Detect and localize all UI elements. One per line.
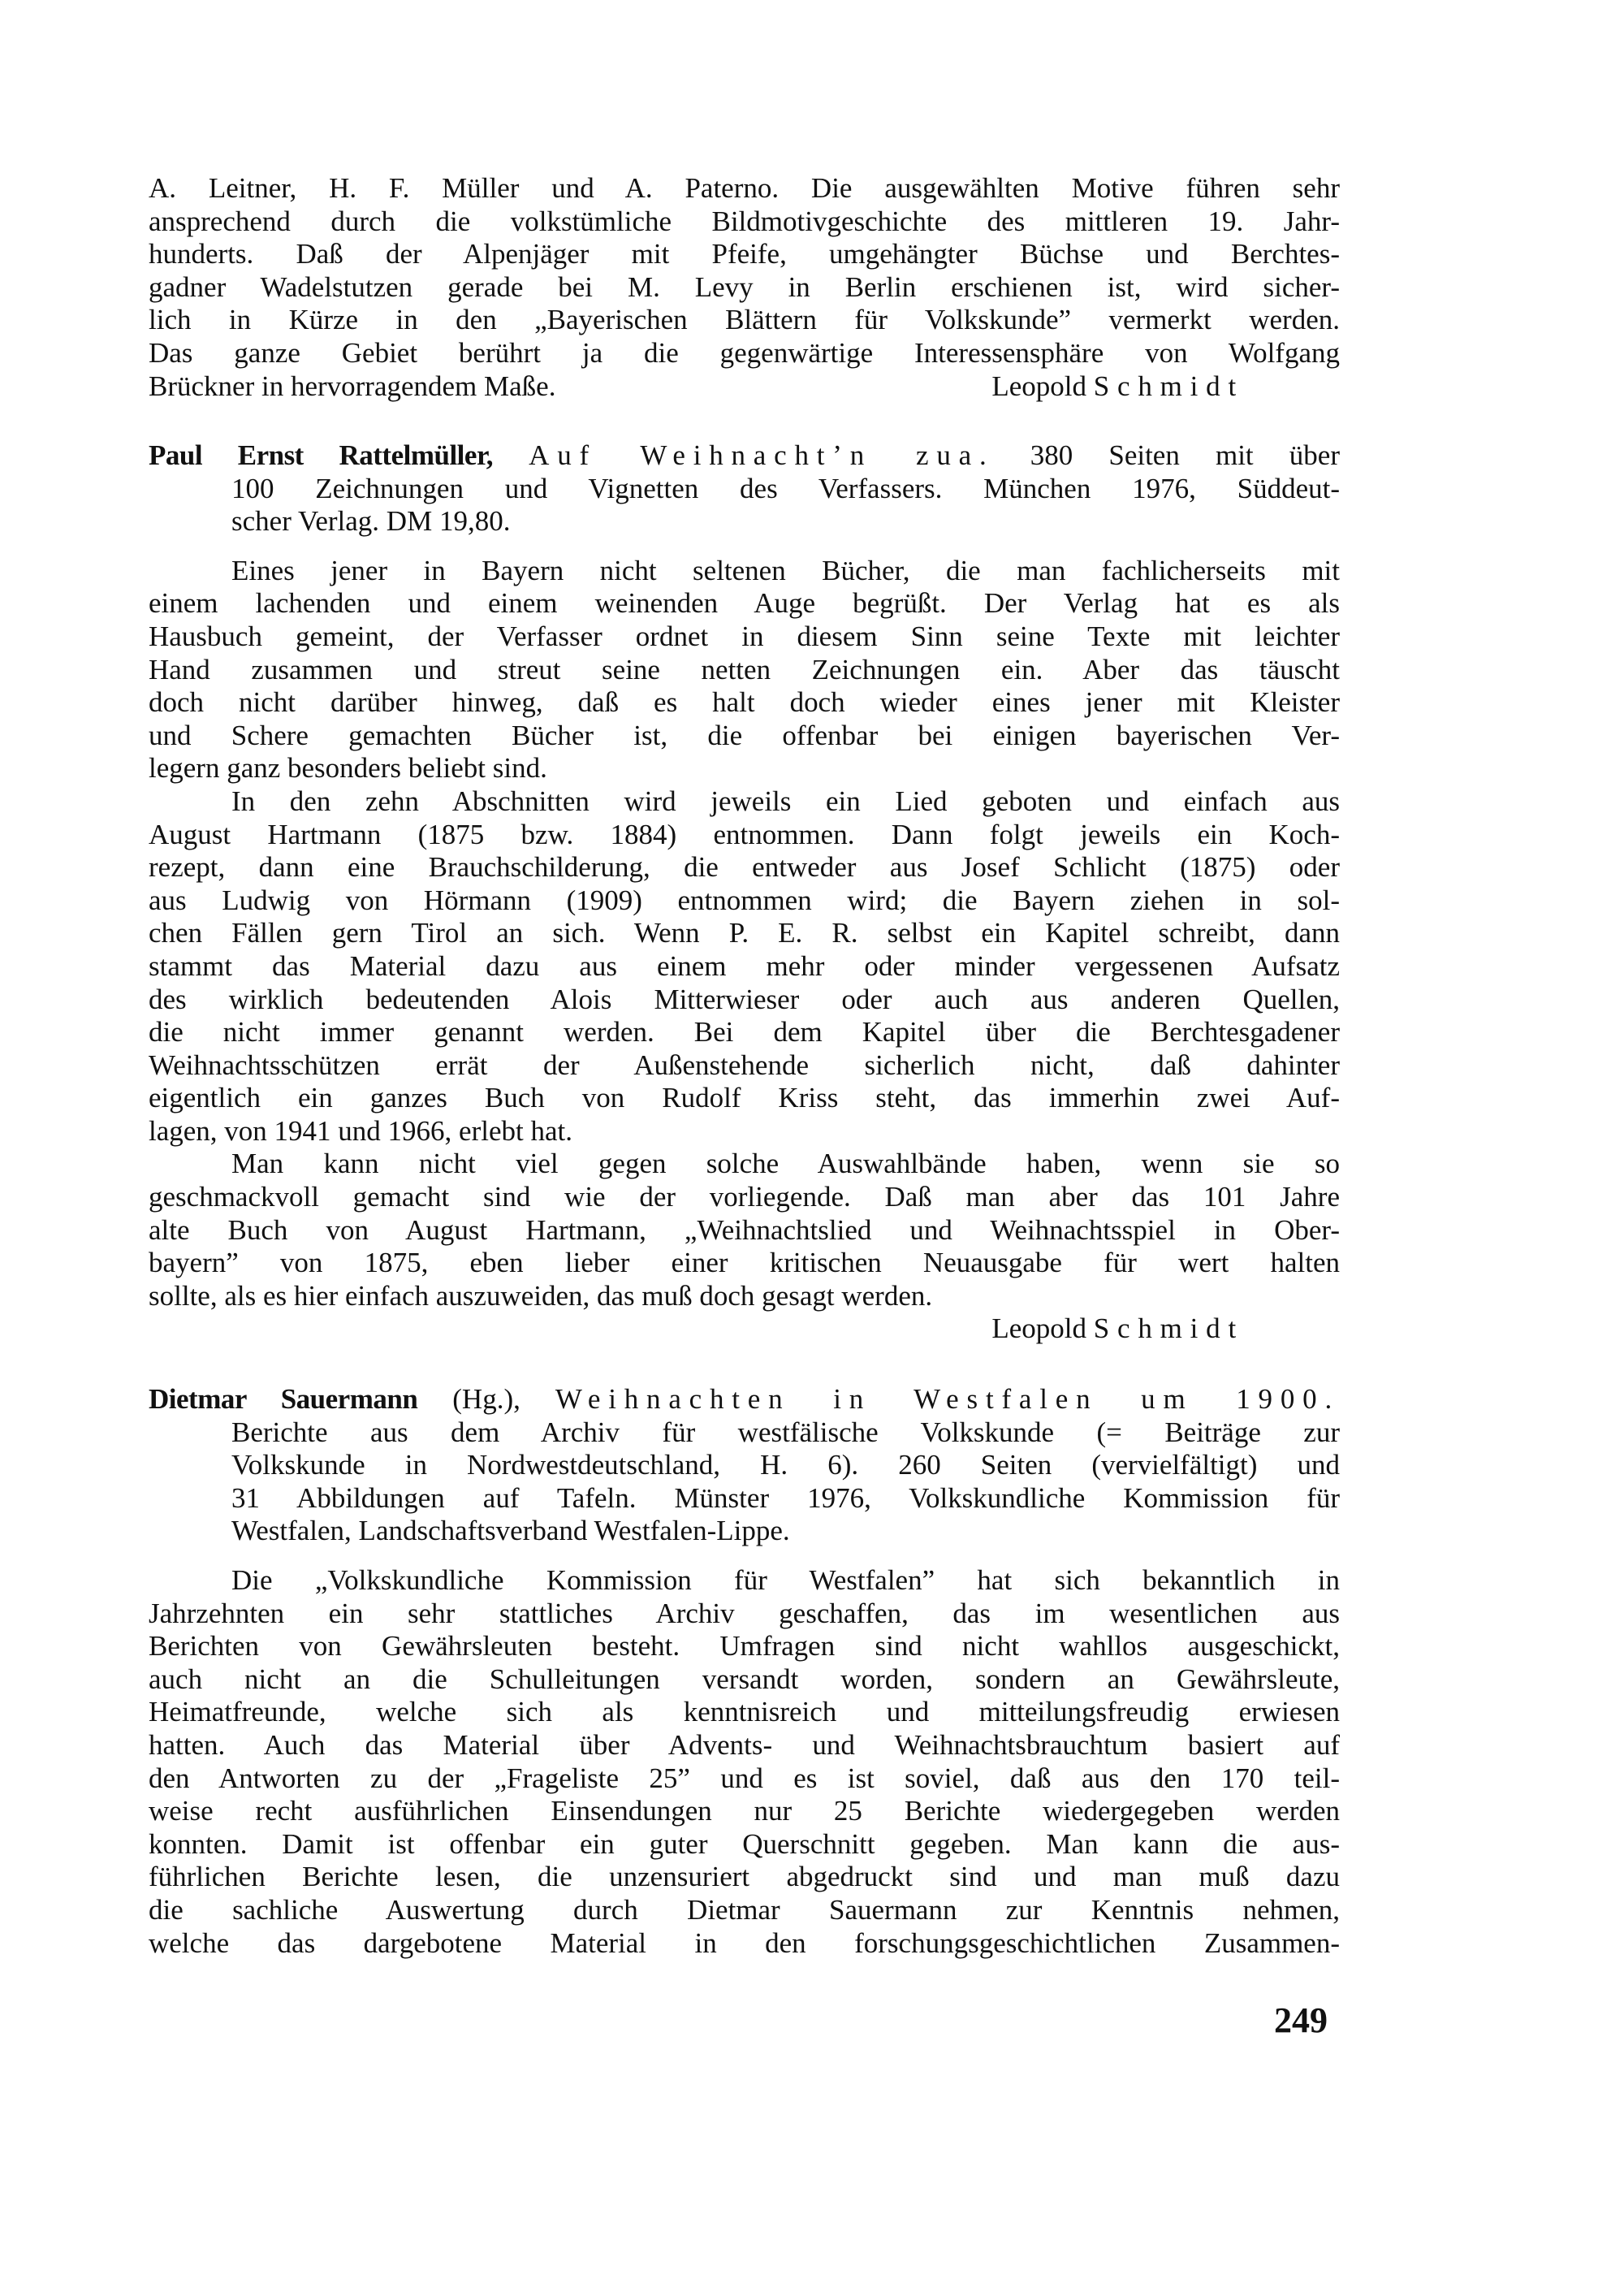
text-line: sollte, als es hier einfach auszuweiden, das muß doch gesagt werden. [149,1279,933,1312]
paragraph [149,785,1340,1148]
text-line: stammt das Material dazu aus einem mehr oder minder vergessenen Aufsatz [149,949,1340,982]
text-line: auch nicht an die Schulleitungen versandt worden, sondern an Gewährsleute, [149,1663,1340,1695]
text-line: Volkskunde in Nordwestdeutschland, H. 6). 260 Seiten (vervielfältigt) und [231,1449,1340,1481]
review-3-author: Dietmar Sauermann [149,1383,418,1415]
review-3 [149,1383,1340,1960]
text-line: lagen, von 1941 und 1966, erlebt hat. [149,1114,572,1147]
text-line: In den zehn Abschnitten wird jeweils ein Lied geboten und einfach aus [231,785,1340,817]
text-line: Berichten von Gewährsleuten besteht. Umfragen sind nicht wahllos ausgeschickt, [149,1630,1340,1663]
text-line: die nicht immer genannt werden. Bei dem Kapitel über die Berchtesgadener [149,1016,1340,1049]
signature-last-name: Schmidt [1093,370,1244,402]
paragraph [149,1148,1340,1312]
review-3-body [149,1564,1340,1960]
review-2-signature [991,1312,1244,1346]
review-2-title: Auf Weihnacht’n zua. [529,439,995,471]
text-line: August Hartmann (1875 bzw. 1884) entnommen. Dann folgt jeweils ein Koch- [149,818,1340,850]
text-line: A. Leitner, H. F. Müller und A. Paterno. Die ausgewählten Motive führen sehr [149,172,1340,204]
review-2-body [149,555,1340,1313]
text-line: Hausbuch gemeint, der Verfasser ordnet in diesem Sinn seine Texte mit leichter [149,620,1340,652]
review-2-author: Paul Ernst Rattelmüller, [149,439,494,471]
text-line: Brückner in hervorragendem Maße. [149,370,556,402]
text-line: die sachliche Auswertung durch Dietmar Sauermann zur Kenntnis nehmen, [149,1893,1340,1926]
review-2-biblio-start: 380 Seiten mit über [1030,439,1341,471]
paragraph [149,555,1340,785]
text-line: lich in Kürze in den „Bayerischen Blättern für Volkskunde” vermerkt werden. [149,304,1340,336]
text-line: führlichen Berichte lesen, die unzensuriert abgedruckt sind und man muß dazu [149,1861,1340,1893]
text-line: rezept, dann eine Brauchschilderung, die entweder aus Josef Schlicht (1875) oder [149,851,1340,884]
text-line: ansprechend durch die volkstümliche Bildmotivgeschichte des mittleren 19. Jahr- [149,205,1340,237]
review-2-heading [149,439,1340,473]
text-line: Man kann nicht viel gegen solche Auswahlbände haben, wenn sie so [231,1148,1340,1180]
review-1-tail [149,172,1340,403]
text-line: bayern” von 1875, eben lieber einer kritischen Neuausgabe für wert halten [149,1247,1340,1279]
review-3-heading [149,1383,1340,1416]
page-number: 249 [1274,2000,1328,2040]
text-line: hatten. Auch das Material über Advents- und Weihnachtsbrauchtum basiert auf [149,1728,1340,1761]
text-line: alte Buch von August Hartmann, „Weihnachtslied und Weihnachtsspiel in Ober- [149,1213,1340,1246]
text-line: Berichte aus dem Archiv für westfälische Volkskunde (= Beiträge zur [231,1416,1340,1448]
review-1-text [149,172,1340,370]
text-line: konnten. Damit ist offenbar ein guter Querschnitt gegeben. Man kann die aus- [149,1827,1340,1860]
text-line: Jahrzehnten ein sehr stattliches Archiv geschaffen, das im wesentlichen aus [149,1597,1340,1629]
text-line: den Antworten zu der „Frageliste 25” und es ist soviel, daß aus den 170 teil- [149,1762,1340,1794]
review-3-editor-mark: (Hg.), [452,1383,520,1415]
text-line: hunderts. Daß der Alpenjäger mit Pfeife, umgehängter Büchse und Berchtes- [149,238,1340,270]
text-line: welche das dargebotene Material in den forschungsgeschichtlichen Zusammen- [149,1926,1340,1959]
signature-last-name: Schmidt [1093,1312,1244,1345]
text-line: Heimatfreunde, welche sich als kenntnisreich und mitteilungsfreudig erwiesen [149,1696,1340,1728]
text-line: Eines jener in Bayern nicht seltenen Bücher, die man fachlicherseits mit [231,554,1340,586]
text-line: 31 Abbildungen auf Tafeln. Münster 1976, Volkskundliche Kommission für [231,1481,1340,1514]
review-2 [149,439,1340,1346]
text-line: doch nicht darüber hinweg, daß es halt doch wieder eines jener mit Kleister [149,686,1340,719]
signature-first-name: Leopold [991,1312,1086,1345]
review-2-biblio-line: 100 Zeichnungen und Vignetten des Verfassers. München 1976, Süddeut- [231,472,1340,504]
review-1-last-line [149,370,1340,404]
text-line: Das ganze Gebiet berührt ja die gegenwärtige Interessensphäre von Wolfgang [149,336,1340,369]
text-line: Weihnachtsschützen errät der Außenstehende sicherlich nicht, daß dahinter [149,1049,1340,1081]
text-line: legern ganz besonders beliebt sind. [149,752,547,785]
review-3-title: Weihnachten in Westfalen um 1900. [555,1383,1341,1415]
text-line: Die „Volkskundliche Kommission für Westfalen” hat sich bekanntlich in [231,1563,1340,1596]
paragraph [149,1564,1340,1960]
review-3-biblio [149,1416,1340,1548]
signature-first-name: Leopold [991,370,1086,402]
text-line: weise recht ausführlichen Einsendungen nur 25 Berichte wiedergegeben werden [149,1795,1340,1827]
review-2-biblio-line: scher Verlag. DM 19,80. [231,505,511,538]
text-line: Westfalen, Landschaftsverband Westfalen-Lippe. [231,1515,790,1547]
text-line: einem lachenden und einem weinenden Auge begrüßt. Der Verlag hat es als [149,587,1340,620]
text-line: gadner Wadelstutzen gerade bei M. Levy in Berlin erschienen ist, wird sicher- [149,270,1340,303]
review-2-signature-line [149,1312,1340,1346]
review-1-signature [991,370,1244,404]
text-line: Hand zusammen und streut seine netten Zeichnungen ein. Aber das täuscht [149,653,1340,685]
text-line: aus Ludwig von Hörmann (1909) entnommen wird; die Bayern ziehen in sol- [149,884,1340,916]
text-line: eigentlich ein ganzes Buch von Rudolf Kriss steht, das immerhin zwei Auf- [149,1082,1340,1114]
text-line: geschmackvoll gemacht sind wie der vorliegende. Daß man aber das 101 Jahre [149,1181,1340,1213]
text-line: des wirklich bedeutenden Alois Mitterwieser oder auch aus anderen Quellen, [149,983,1340,1015]
text-line: chen Fällen gern Tirol an sich. Wenn P. E. R. selbst ein Kapitel schreibt, dann [149,917,1340,949]
text-line: und Schere gemachten Bücher ist, die offenbar bei einigen bayerischen Ver- [149,719,1340,751]
